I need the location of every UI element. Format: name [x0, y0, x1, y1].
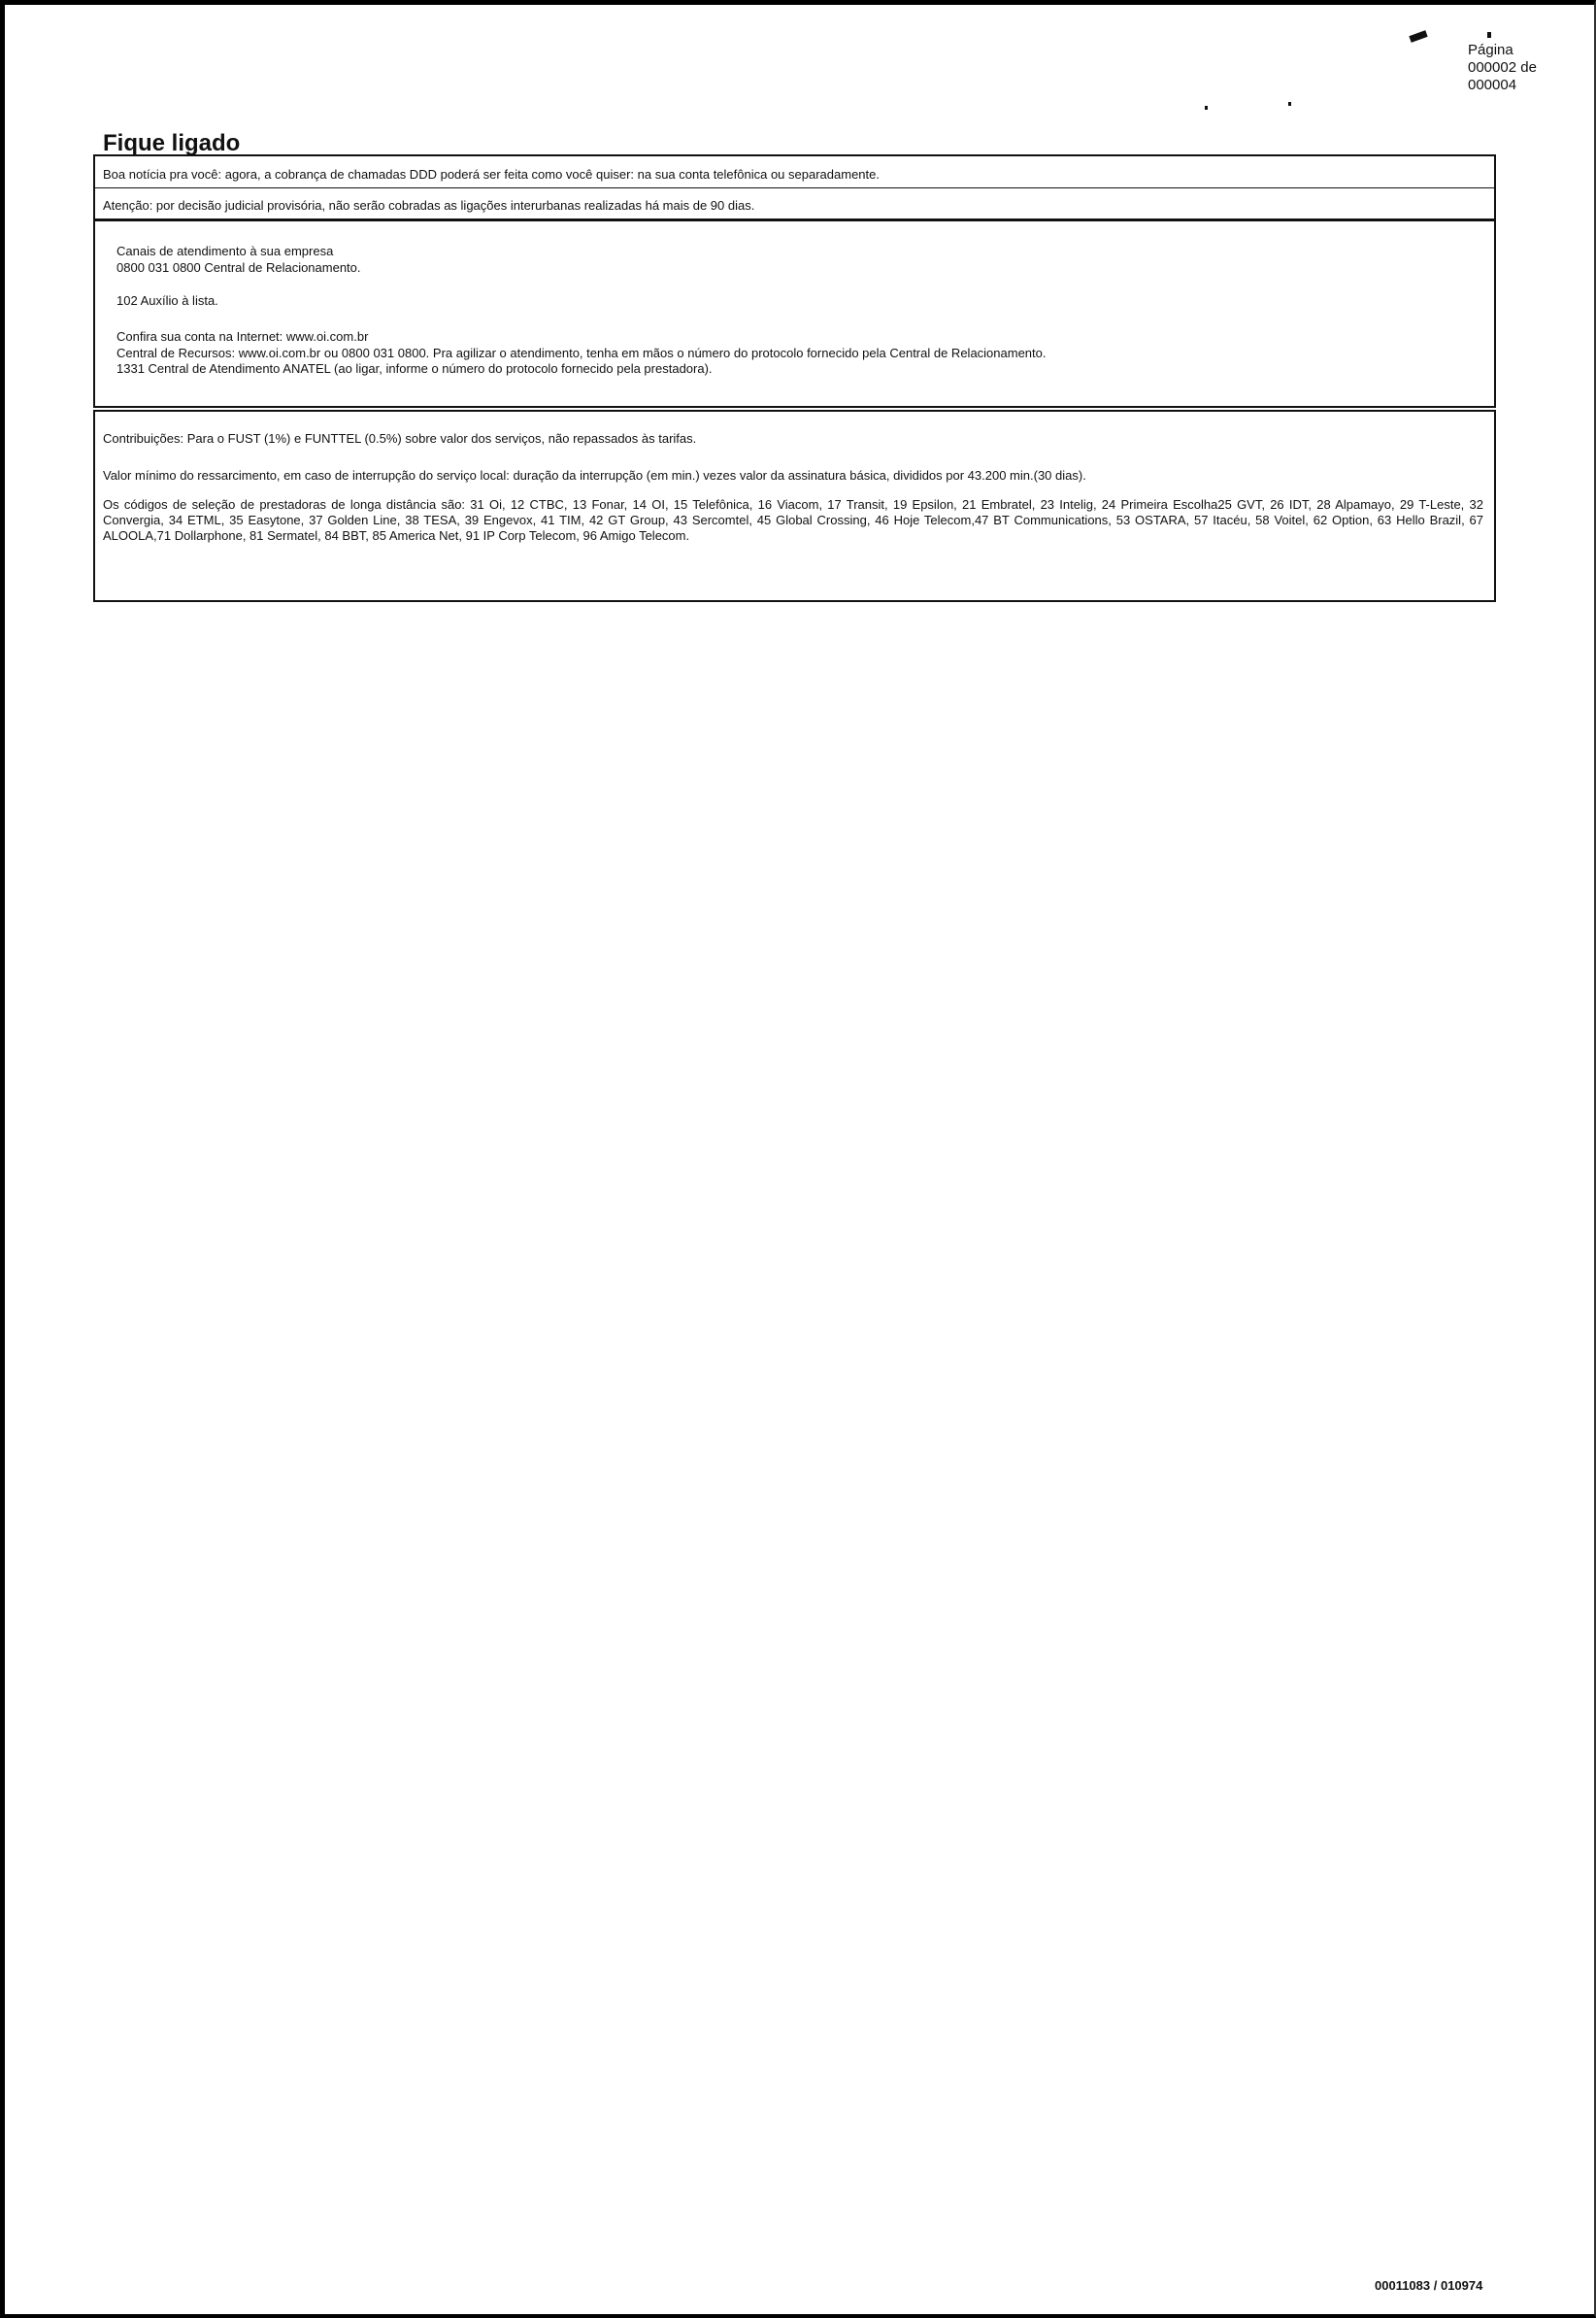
notices-divider	[95, 187, 1494, 188]
section-title: Fique ligado	[103, 130, 241, 156]
info-ressarcimento: Valor mínimo do ressarcimento, em caso de interrupção do serviço local: duração da interrupção (em min.) vezes valor da assinatura básica, divididos por 43.200 min.(30 dias).	[103, 468, 1086, 483]
page-number-label: Página	[1468, 42, 1513, 58]
info-contribuicoes: Contribuições: Para o FUST (1%) e FUNTTEL (0.5%) sobre valor dos serviços, não repassados às tarifas.	[103, 431, 697, 446]
channel-recursos: Central de Recursos: www.oi.com.br ou 0800 031 0800. Pra agilizar o atendimento, tenha em mãos o número do protocolo fornecido pela Central de Relacionamento.	[116, 346, 1047, 360]
channel-auxilio: 102 Auxílio à lista.	[116, 293, 218, 308]
channels-heading: Canais de atendimento à sua empresa	[116, 244, 334, 258]
scan-speck	[1205, 106, 1208, 110]
scan-speck	[1487, 32, 1491, 38]
channels-box	[93, 219, 1496, 408]
channel-relacionamento: 0800 031 0800 Central de Relacionamento.	[116, 260, 361, 275]
info-box	[93, 410, 1496, 602]
page-number	[1468, 42, 1537, 94]
info-codigos-prestadoras: Os códigos de seleção de prestadoras de longa distância são: 31 Oi, 12 CTBC, 13 Fonar, 14 OI, 15 Telefônica, 16 Viacom, 17 Transit, 19 Epsilon, 21 Embratel, 23 Intelig, 24 Primeira Escolha25 GVT, 26 IDT, 28 Alpamayo, 29 T-Leste, 32 Convergia, 34 ETML, 35 Easytone, 37 Golden Line, 38 TESA, 39 Engevox, 41 TIM, 42 GT Group, 43 Sercomtel, 45 Global Crossing, 46 Hoje Telecom,47 BT Communications, 53 OSTARA, 57 Itacéu, 58 Voitel, 62 Option, 63 Hello Brazil, 67 ALOOLA,71 Dollarphone, 81 Sermatel, 84 BBT, 85 America Net, 91 IP Corp Telecom, 96 Amigo Telecom.	[103, 497, 1483, 543]
scan-speck	[1288, 102, 1291, 106]
notice-ddd: Boa notícia pra você: agora, a cobrança de chamadas DDD poderá ser feita como você quiser: na sua conta telefônica ou separadamente.	[103, 167, 880, 182]
page-number-total: 000004	[1468, 77, 1517, 93]
footer-document-code: 00011083 / 010974	[1375, 2278, 1483, 2293]
scan-speck	[1409, 30, 1427, 43]
channel-internet: Confira sua conta na Internet: www.oi.com.br	[116, 329, 369, 344]
page-number-value: 000002 de	[1468, 59, 1537, 76]
notice-judicial: Atenção: por decisão judicial provisória, não serão cobradas as ligações interurbanas realizadas há mais de 90 dias.	[103, 198, 755, 213]
notices-box	[93, 154, 1496, 220]
channel-anatel: 1331 Central de Atendimento ANATEL (ao ligar, informe o número do protocolo fornecido pela prestadora).	[116, 361, 713, 376]
